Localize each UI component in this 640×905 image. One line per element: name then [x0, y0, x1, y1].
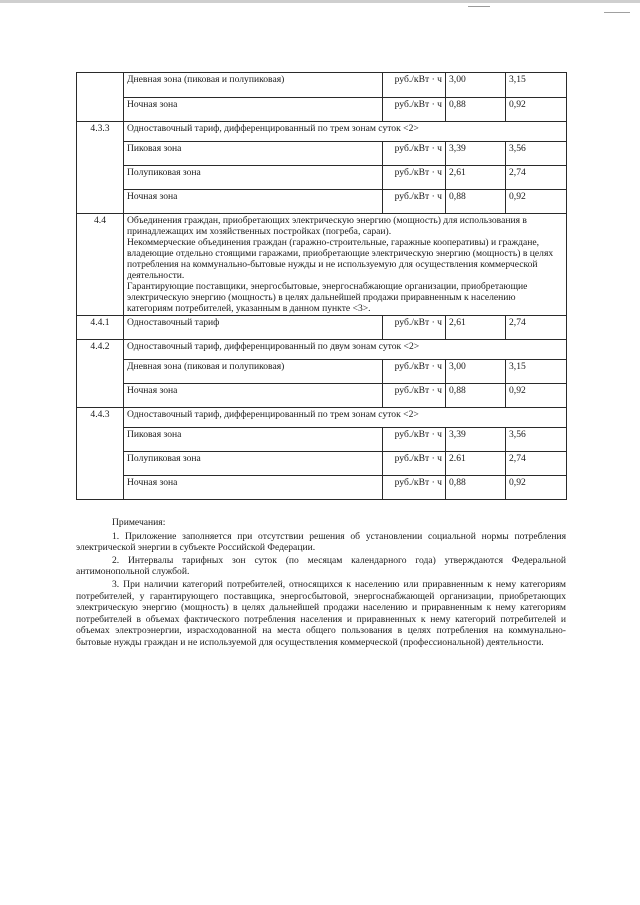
tariff-unit: руб./кВт · ч: [383, 98, 446, 122]
tariff-name: Пиковая зона: [124, 428, 383, 452]
table-row: [77, 73, 567, 98]
tariff-unit: руб./кВт · ч: [383, 73, 446, 98]
tariff-value-first-half: 3,00: [446, 360, 506, 384]
tariff-unit: руб./кВт · ч: [383, 476, 446, 500]
tariff-name: Дневная зона (пиковая и полупиковая): [124, 73, 383, 98]
tariff-value-second-half: 0,92: [506, 98, 567, 122]
description-paragraph: Гарантирующие поставщики, энергосбытовые, энергоснабжающие организации, приобретающие электрическую энергию (мощность) в целях дальнейшей продажи приравненным к населению категориям потребителей, указанным в данном пункте <3>.: [127, 281, 528, 314]
tariff-value-second-half: 2,74: [506, 452, 567, 476]
tariff-value-second-half: 0,92: [506, 384, 567, 408]
tariff-value-second-half: 0,92: [506, 190, 567, 214]
tariff-unit: руб./кВт · ч: [383, 166, 446, 190]
tariff-name: Ночная зона: [124, 98, 383, 122]
tariff-value-second-half: 2,74: [506, 316, 567, 340]
tariff-value-second-half: 3,15: [506, 73, 567, 98]
table-row: [77, 428, 567, 452]
tariff-name: Одноставочный тариф: [124, 316, 383, 340]
tariff-unit: руб./кВт · ч: [383, 360, 446, 384]
description-paragraph: Объединения граждан, приобретающих электрическую энергию (мощность) для использования в принадлежащих им хозяйственных постройках (погреба, сараи).: [127, 215, 527, 237]
tariff-unit: руб./кВт · ч: [383, 452, 446, 476]
tariff-value-first-half: 2.61: [446, 452, 506, 476]
row-number: 4.4.3: [77, 408, 124, 500]
tariff-name: Дневная зона (пиковая и полупиковая): [124, 360, 383, 384]
row-number: 4.4: [77, 214, 124, 316]
tariff-group-heading: Одноставочный тариф, дифференцированный по трем зонам суток <2>: [124, 408, 567, 428]
notes-section: [76, 517, 566, 650]
table-row: [77, 476, 567, 500]
tariff-value-first-half: 0,88: [446, 384, 506, 408]
description-paragraph: Некоммерческие объединения граждан (гаражно-строительные, гаражные кооперативы) и граждане, владеющие отдельно стоящими гаражами, приобретающие электрическую энергию (мощность) в целях потребления на коммунально-бытовые нужды и не используемую для осуществления коммерческой деятельности.: [127, 237, 554, 281]
tariff-group-heading: Одноставочный тариф, дифференцированный по двум зонам суток <2>: [124, 340, 567, 360]
tariff-value-second-half: 0,92: [506, 476, 567, 500]
table-row: [77, 142, 567, 166]
scan-edge: [0, 0, 640, 3]
note-item: 2. Интервалы тарифных зон суток (по месяцам календарного года) утверждаются Федеральной антимонопольной службой.: [76, 554, 566, 578]
note-item: 1. Приложение заполняется при отсутствии решения об установлении социальной нормы потребления электрической энергии в субъекте Российской Федерации.: [76, 530, 566, 554]
tariff-value-first-half: 3,39: [446, 428, 506, 452]
tariff-value-first-half: 0,88: [446, 98, 506, 122]
scan-artifact: [468, 6, 490, 7]
tariff-name: Полупиковая зона: [124, 166, 383, 190]
table-row: [77, 360, 567, 384]
tariff-value-first-half: 3,00: [446, 73, 506, 98]
note-item: 3. При наличии категорий потребителей, относящихся к населению или приравненным к нему категориям потребителей, у гарантирующего поставщика, энергосбытовой, энергоснабжающей организации, приобретающих электрическую энергию (мощность) в целях дальнейшей продажи населению и приравненным к нему категориям потребителей в объемах фактического потребления населения и приравненных к нему категорий потребителей и объемах электроэнергии, израсходованной на места общего пользования в целях потребления на коммунально-бытовые нужды граждан и не используемой для осуществления коммерческой (профессиональной) деятельности.: [76, 578, 566, 648]
tariff-unit: руб./кВт · ч: [383, 316, 446, 340]
consumer-category-description: [124, 214, 567, 316]
table-row: [77, 452, 567, 476]
tariff-value-second-half: 3,56: [506, 428, 567, 452]
tariff-name: Полупиковая зона: [124, 452, 383, 476]
row-number: 4.4.1: [77, 316, 124, 340]
row-number: 4.4.2: [77, 340, 124, 408]
tariff-value-first-half: 2,61: [446, 316, 506, 340]
tariff-value-second-half: 3,56: [506, 142, 567, 166]
tariff-unit: руб./кВт · ч: [383, 142, 446, 166]
notes-title: Примечания:: [112, 517, 166, 528]
table-row: [77, 166, 567, 190]
table-row: [77, 316, 567, 340]
tariff-unit: руб./кВт · ч: [383, 428, 446, 452]
row-number: [77, 73, 124, 122]
tariff-unit: руб./кВт · ч: [383, 190, 446, 214]
tariff-value-first-half: 0,88: [446, 190, 506, 214]
table-row: [77, 190, 567, 214]
tariff-group-heading: Одноставочный тариф, дифференцированный по трем зонам суток <2>: [124, 122, 567, 142]
tariff-value-first-half: 2,61: [446, 166, 506, 190]
tariff-name: Ночная зона: [124, 384, 383, 408]
table-row: [77, 122, 567, 142]
tariff-value-second-half: 2,74: [506, 166, 567, 190]
tariff-value-first-half: 3,39: [446, 142, 506, 166]
tariff-value-first-half: 0,88: [446, 476, 506, 500]
table-row: [77, 384, 567, 408]
tariff-table: [76, 72, 567, 500]
tariff-name: Ночная зона: [124, 190, 383, 214]
table-row: [77, 214, 567, 316]
tariff-unit: руб./кВт · ч: [383, 384, 446, 408]
table-row: [77, 340, 567, 360]
table-row: [77, 408, 567, 428]
table-row: [77, 98, 567, 122]
tariff-name: Пиковая зона: [124, 142, 383, 166]
tariff-value-second-half: 3,15: [506, 360, 567, 384]
tariff-name: Ночная зона: [124, 476, 383, 500]
scan-artifact: [604, 12, 630, 13]
row-number: 4.3.3: [77, 122, 124, 214]
